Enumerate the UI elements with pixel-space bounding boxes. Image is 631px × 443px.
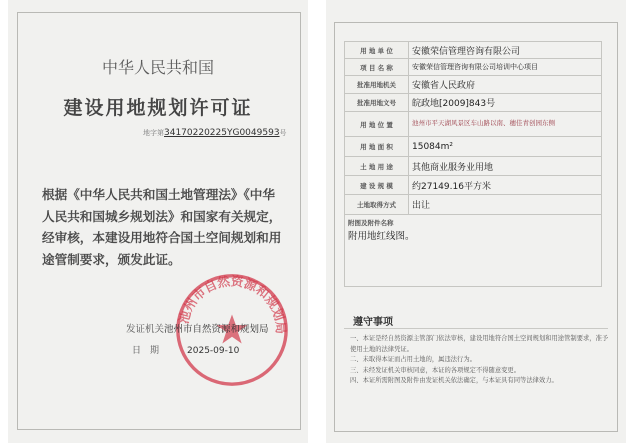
table-row — [345, 112, 602, 137]
certificate-title: 建设用地规划许可证 — [63, 97, 253, 119]
issuer-row — [126, 321, 269, 335]
row-label: 建 设 规 模 — [345, 176, 409, 195]
left-page — [8, 0, 308, 443]
row-value: 皖政地[2009]843号 — [409, 94, 602, 112]
table-row — [345, 137, 602, 157]
certificate-number — [143, 128, 287, 138]
table-row — [345, 94, 602, 112]
row-label: 项 目 名 称 — [345, 59, 409, 76]
table-row — [345, 59, 602, 76]
issue-date-label: 日 期 — [132, 346, 160, 356]
certificate-body-text: 根据《中华人民共和国土地管理法》《中华人民共和国城乡规划法》和国家有关规定，经审核，本建设用地符合国土空间规划和用途管制要求，颁发此证。 — [42, 187, 282, 267]
row-label: 用 地 面 积 — [345, 137, 409, 157]
issue-date-value: 2025-09-10 — [187, 346, 240, 356]
issuer-label: 发证机关 — [126, 324, 165, 335]
attachments-label: 附图及附件名称 — [348, 219, 394, 227]
row-label: 批准用地文号 — [345, 94, 409, 112]
row-label: 土 地 用 途 — [345, 157, 409, 176]
row-value: 池州市平天湖风景区车山路以南、穗佳青创园东侧 — [409, 112, 602, 137]
notice-title: 遵守事项 — [353, 317, 393, 328]
notice-item: 四、本证所需附图及附件由发证机关依法确定，与本证具有同等法律效力。 — [350, 377, 558, 384]
notice-item: 三、未经发证机关审核同意，本证的各项规定不得随意变更。 — [350, 366, 521, 374]
svg-text:池州市自然资源和规划局: 池州市自然资源和规划局 — [175, 273, 289, 335]
row-value: 其他商业服务业用地 — [409, 157, 602, 176]
issuer-name: 池州市自然资源和规划局 — [164, 324, 269, 335]
table-row — [345, 176, 602, 195]
notice-item: 二、未取得本证而占用土地的，属违法行为。 — [350, 356, 476, 363]
table-row — [345, 157, 602, 176]
row-value: 出让 — [409, 195, 602, 215]
table-row — [345, 42, 602, 59]
attachments-value: 附用地红线图。 — [348, 231, 415, 242]
table-row — [345, 195, 602, 215]
row-value: 15084m² — [409, 137, 602, 157]
certificate-number-label: 地字第 — [143, 129, 164, 137]
certificate-number-suffix: 号 — [279, 129, 287, 137]
table-row-attachments — [345, 215, 602, 287]
notice-list — [350, 334, 612, 387]
certificate-number-value: 34170220225YG0049593 — [164, 128, 280, 138]
row-value: 安徽荣信管理咨询有限公司培训中心项目 — [409, 59, 602, 76]
row-label: 批准用地机关 — [345, 76, 409, 94]
row-value: 安徽省人民政府 — [409, 76, 602, 94]
row-label: 用 地 位 置 — [345, 112, 409, 137]
attachments-cell — [345, 215, 602, 287]
row-value: 安徽荣信管理咨询有限公司 — [409, 42, 602, 59]
country-name: 中华人民共和国 — [101, 58, 214, 77]
right-page — [326, 0, 626, 443]
table-row — [345, 76, 602, 94]
notice-item: 一、本证是经自然资源主管部门依法审核，建设用地符合国土空间规划和用途管制要求，准予使用土地的法律凭证。 — [350, 335, 609, 353]
row-label: 土地取得方式 — [345, 195, 409, 215]
row-label: 用 地 单 位 — [345, 42, 409, 59]
row-value: 约27149.16平方米 — [409, 176, 602, 195]
issue-date-row — [132, 343, 239, 356]
notice-divider — [344, 328, 608, 329]
land-info-table — [344, 41, 602, 287]
